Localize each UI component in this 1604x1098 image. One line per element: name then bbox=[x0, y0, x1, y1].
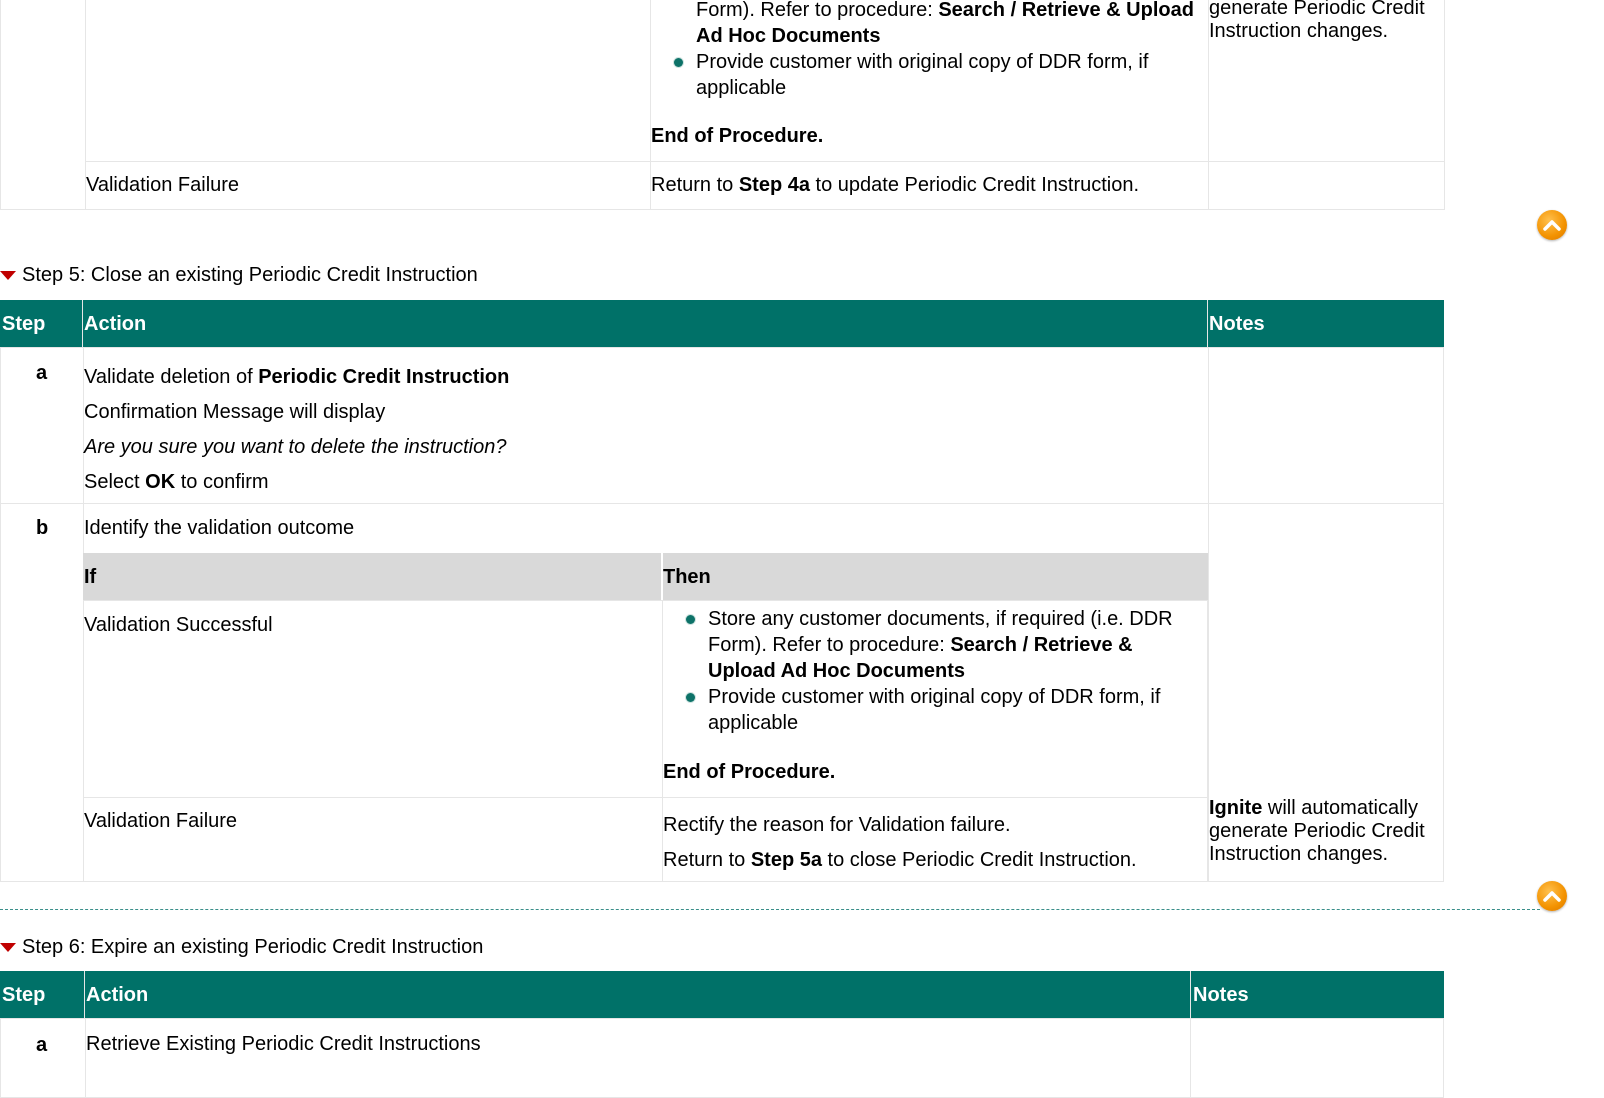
step5-a-action: Validate deletion of Periodic Credit Instruction Confirmation Message will display Are you sure you want to delete the instruction? Select OK to confirm bbox=[84, 366, 510, 493]
step6-heading[interactable]: Step 6: Expire an existing Periodic Credit Instruction bbox=[22, 936, 484, 958]
col-notes: Notes bbox=[1209, 313, 1265, 335]
step-label-a: a bbox=[36, 362, 48, 384]
step4-step-col bbox=[0, 0, 86, 210]
back-to-top-icon[interactable] bbox=[1537, 210, 1567, 240]
col-action: Action bbox=[86, 984, 149, 1006]
list-item: Form). Refer to procedure: Search / Retrieve & Upload Ad Hoc Documents bbox=[696, 0, 1194, 47]
table-row bbox=[0, 503, 84, 882]
step-label-b: b bbox=[36, 517, 49, 539]
table-row bbox=[0, 1018, 86, 1098]
list-item: Provide customer with original copy of DDR form, if applicable bbox=[708, 684, 1203, 736]
step4-if-cell-success bbox=[85, 0, 651, 162]
step4-notes-text: generate Periodic Credit Instruction changes. bbox=[1209, 0, 1425, 42]
triangle-down-icon[interactable] bbox=[0, 271, 16, 280]
list-item: Store any customer documents, if required (i.e. DDR Form). Refer to procedure: Search / Retrieve & Upload Ad Hoc Documents bbox=[708, 606, 1203, 684]
step5-b-notes: Ignite will automatically generate Periodic Credit Instruction changes. bbox=[1209, 797, 1425, 865]
triangle-down-icon[interactable] bbox=[0, 943, 16, 952]
bullet-dot-icon bbox=[674, 58, 683, 67]
step4-notes-cell-failure bbox=[1208, 161, 1445, 210]
end-of-procedure: End of Procedure. bbox=[663, 761, 836, 783]
step6-a-action: Retrieve Existing Periodic Credit Instructions bbox=[86, 1033, 481, 1055]
step5-table-header bbox=[0, 300, 1444, 348]
success-label: Validation Successful bbox=[84, 614, 273, 636]
step4-fail-action: Return to Step 4a to update Periodic Credit Instruction. bbox=[651, 174, 1140, 196]
col-if: If bbox=[84, 566, 97, 588]
step-label-a: a bbox=[36, 1034, 48, 1056]
fail-label: Validation Failure bbox=[84, 810, 238, 832]
col-step: Step bbox=[2, 313, 46, 335]
fail-action: Rectify the reason for Validation failure. Return to Step 5a to close Periodic Credit Instruction. bbox=[663, 814, 1137, 871]
if-then-header bbox=[83, 553, 1208, 601]
col-step: Step bbox=[2, 984, 46, 1006]
step5-b-intro: Identify the validation outcome bbox=[84, 517, 355, 539]
step5-heading[interactable]: Step 5: Close an existing Periodic Credit Instruction bbox=[22, 264, 478, 286]
col-action: Action bbox=[84, 313, 147, 335]
section-divider bbox=[0, 909, 1540, 910]
step4-then-bullets bbox=[696, 0, 1216, 101]
col-then: Then bbox=[663, 566, 711, 588]
step6-table-header bbox=[0, 971, 1444, 1019]
end-of-procedure: End of Procedure. bbox=[651, 125, 824, 147]
list-item: Provide customer with original copy of DDR form, if applicable bbox=[696, 49, 1216, 101]
bullet-dot-icon bbox=[686, 693, 695, 702]
success-bullets bbox=[708, 606, 1203, 736]
step4-fail-label: Validation Failure bbox=[86, 174, 240, 196]
back-to-top-icon[interactable] bbox=[1537, 881, 1567, 911]
bullet-dot-icon bbox=[686, 615, 695, 624]
col-notes: Notes bbox=[1193, 984, 1249, 1006]
